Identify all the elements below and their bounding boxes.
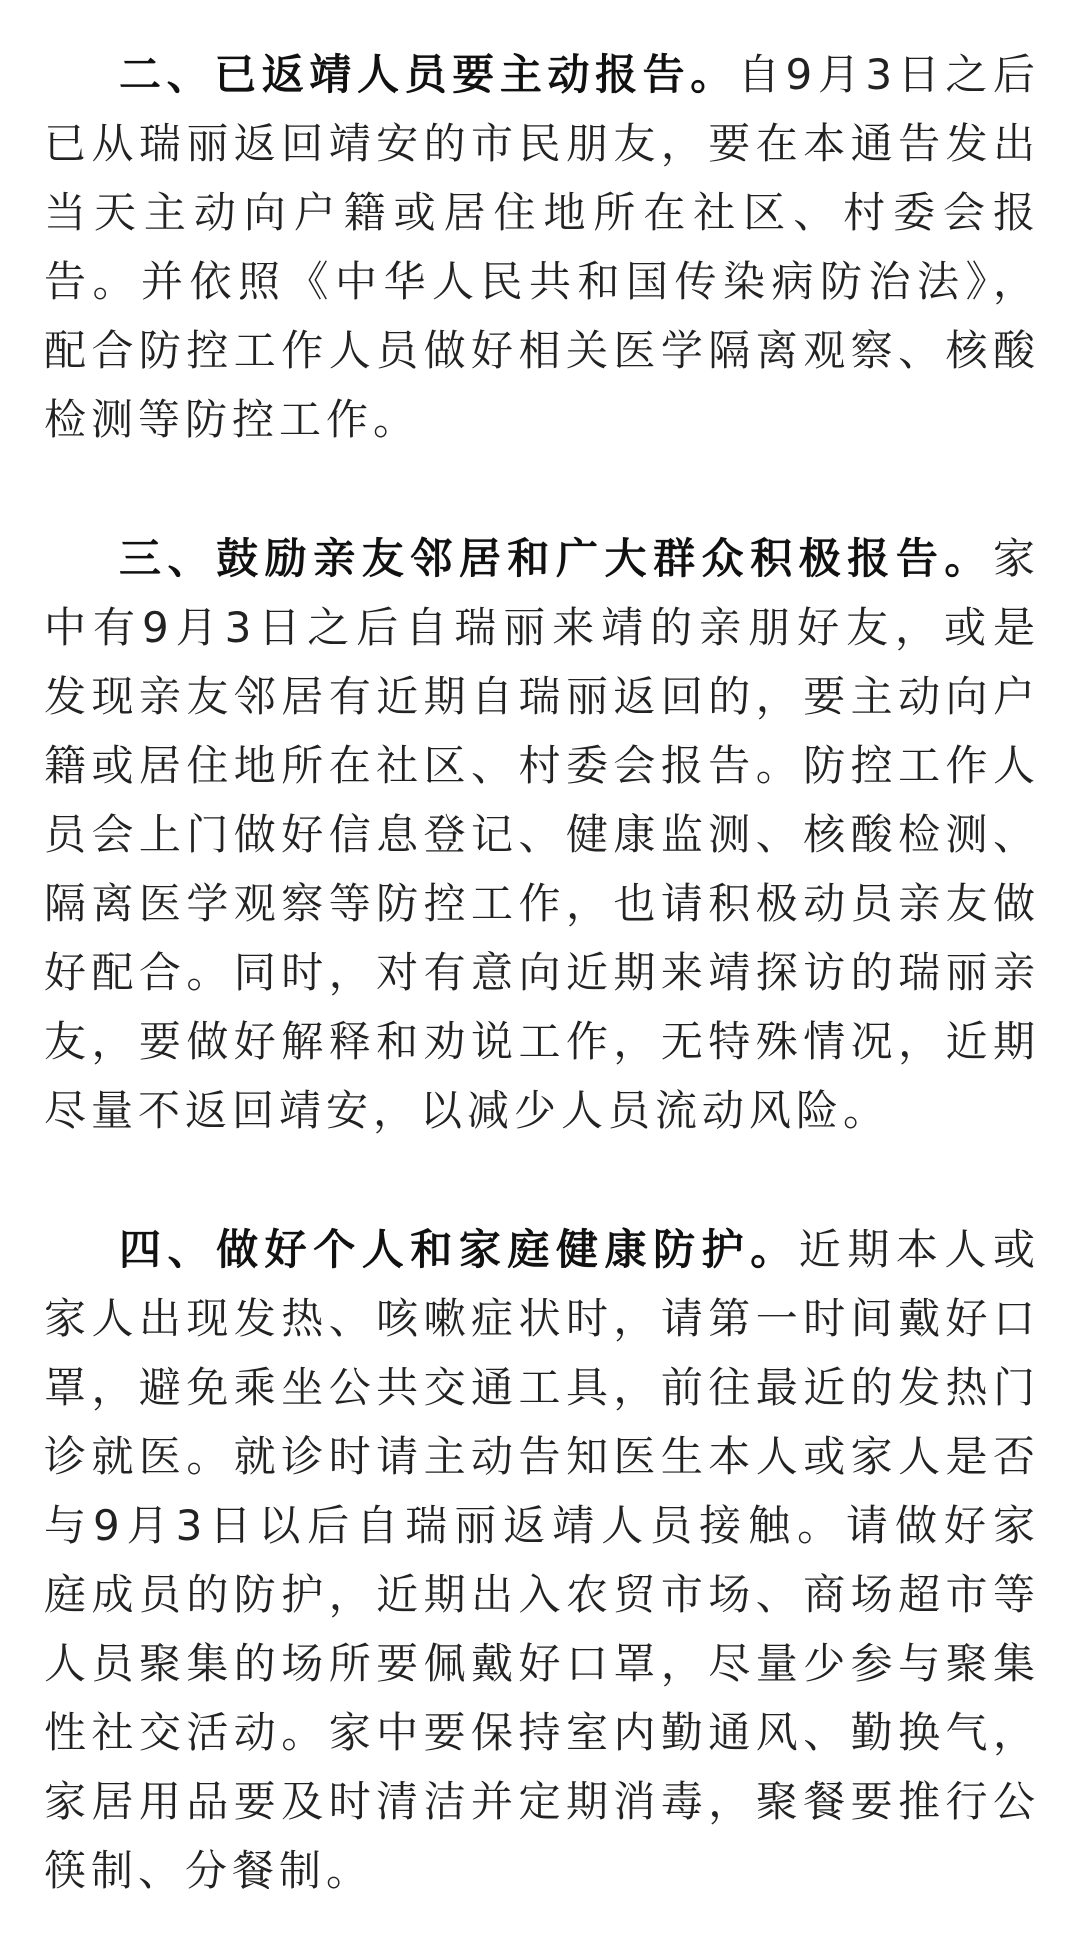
paragraph-text: 近期本人或家人出现发热、咳嗽症状时，请第一时间戴好口罩，避免乘坐公共交通工具，前往最近的发热门诊就医。就诊时请主动告知医生本人或家人是否与9月3日以后自瑞丽返靖人员接触。请做好家庭成员的防护，近期出入农贸市场、商场超市等人员聚集的场所要佩戴好口罩，尽量少参与聚集性社交活动。家中要保持室内勤通风、勤换气，家居用品要及时清洁并定期消毒，聚餐要推行公筷制、分餐制。 [44,1225,1040,1895]
paragraph-heading: 三、鼓励亲友邻居和广大群众积极报告。 [119,534,993,583]
paragraph-text: 自9月3日之后已从瑞丽返回靖安的市民朋友，要在本通告发出当天主动向户籍或居住地所在社区、村委会报告。并依照《中华人民共和国传染病防治法》，配合防控工作人员做好相关医学隔离观察、核酸检测等防控工作。 [44,50,1040,444]
paragraph-report-returnees [44,40,1040,454]
paragraph-text: 家中有9月3日之后自瑞丽来靖的亲朋好友，或是发现亲友邻居有近期自瑞丽返回的，要主动向户籍或居住地所在社区、村委会报告。防控工作人员会上门做好信息登记、健康监测、核酸检测、隔离医学观察等防控工作，也请积极动员亲友做好配合。同时，对有意向近期来靖探访的瑞丽亲友，要做好解释和劝说工作，无特殊情况，近期尽量不返回靖安，以减少人员流动风险。 [44,534,1040,1135]
paragraph-health-protection [44,1215,1040,1905]
article-body [44,40,1040,1905]
paragraph-encourage-reporting [44,524,1040,1145]
paragraph-heading: 四、做好个人和家庭健康防护。 [119,1225,799,1274]
paragraph-heading: 二、已返靖人员要主动报告。 [119,50,738,99]
